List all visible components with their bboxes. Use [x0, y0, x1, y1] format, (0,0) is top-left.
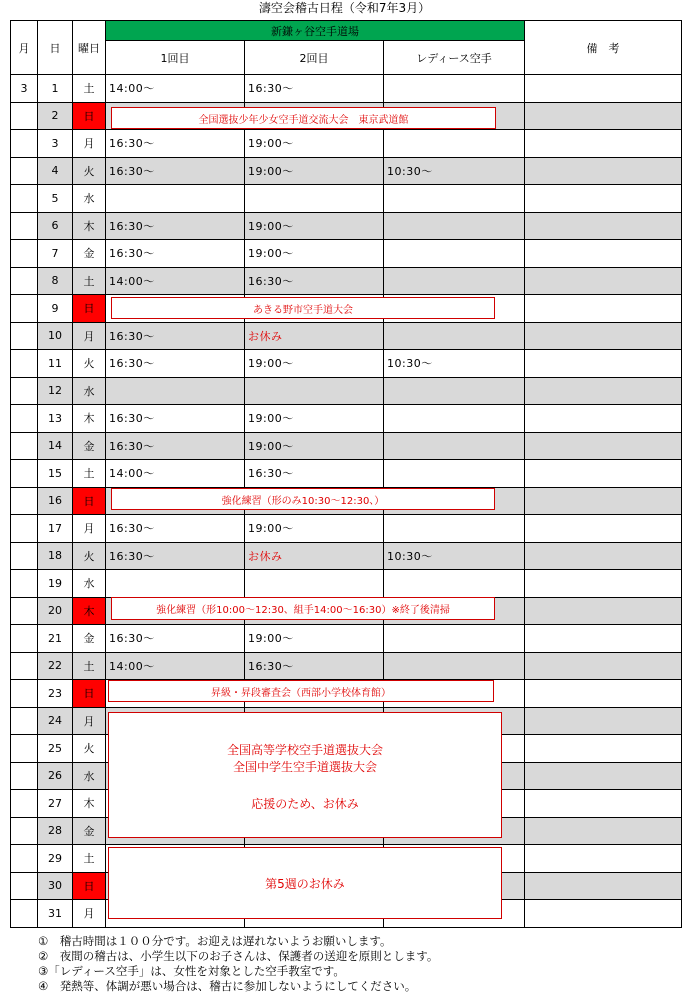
table-row: [11, 267, 682, 295]
cell-day: 31: [38, 900, 73, 928]
cell-weekday: 火: [73, 735, 106, 763]
cell-remarks: [525, 460, 682, 488]
cell-session1: 16:30～: [106, 542, 245, 570]
cell-ladies: [384, 130, 525, 158]
cell-session1: 14:00～: [106, 75, 245, 103]
cell-weekday: 水: [73, 762, 106, 790]
table-row: [11, 377, 682, 405]
cell-day: 29: [38, 845, 73, 873]
cell-remarks: [525, 75, 682, 103]
cell-remarks: [525, 900, 682, 928]
cell-weekday: 水: [73, 377, 106, 405]
cell-day: 23: [38, 680, 73, 708]
cell-month: [11, 405, 38, 433]
cell-session1: [106, 377, 245, 405]
cell-month: [11, 487, 38, 515]
cell-remarks: [525, 267, 682, 295]
cell-day: 20: [38, 597, 73, 625]
cell-session2: [245, 377, 384, 405]
cell-day: 14: [38, 432, 73, 460]
cell-remarks: [525, 515, 682, 543]
cell-month: [11, 295, 38, 323]
header-remarks: 備 考: [525, 21, 682, 75]
cell-session1: 16:30～: [106, 240, 245, 268]
cell-remarks: [525, 625, 682, 653]
cell-session1: 14:00～: [106, 460, 245, 488]
table-row: [11, 405, 682, 433]
cell-day: 2: [38, 102, 73, 130]
cell-day: 24: [38, 707, 73, 735]
cell-ladies: 10:30～: [384, 157, 525, 185]
page-title: 濤空会稽古日程（令和7年3月）: [258, 1, 431, 15]
cell-day: 4: [38, 157, 73, 185]
cell-weekday: 土: [73, 267, 106, 295]
table-row: [11, 185, 682, 213]
cell-day: 1: [38, 75, 73, 103]
header-day: 日: [38, 21, 73, 75]
cell-month: [11, 735, 38, 763]
cell-remarks: [525, 707, 682, 735]
table-row: [11, 432, 682, 460]
cell-session1: 16:30～: [106, 322, 245, 350]
table-row: [11, 460, 682, 488]
cell-day: 6: [38, 212, 73, 240]
cell-weekday: 金: [73, 432, 106, 460]
cell-day: 10: [38, 322, 73, 350]
cell-day: 25: [38, 735, 73, 763]
cell-ladies: [384, 432, 525, 460]
cell-session2: 16:30～: [245, 652, 384, 680]
event-day20: 強化練習（形10:00～12:30、組手14:00～16:30）※終了後清掃: [111, 597, 495, 620]
cell-month: [11, 377, 38, 405]
cell-weekday: 土: [73, 75, 106, 103]
table-row: [11, 350, 682, 378]
cell-session1: 16:30～: [106, 350, 245, 378]
table-row: [11, 130, 682, 158]
cell-session1: 16:30～: [106, 405, 245, 433]
cell-remarks: [525, 295, 682, 323]
cell-month: [11, 102, 38, 130]
cell-weekday: 日: [73, 872, 106, 900]
cell-day: 22: [38, 652, 73, 680]
header-session2: 2回目: [245, 41, 384, 75]
cell-session2: お休み: [245, 322, 384, 350]
cell-session1: 16:30～: [106, 625, 245, 653]
cell-month: [11, 460, 38, 488]
table-row: [11, 570, 682, 598]
header-weekday: 曜日: [73, 21, 106, 75]
cell-ladies: [384, 625, 525, 653]
cell-remarks: [525, 652, 682, 680]
cell-month: [11, 845, 38, 873]
cell-weekday: 金: [73, 625, 106, 653]
cell-session1: 14:00～: [106, 267, 245, 295]
cell-weekday: 日: [73, 295, 106, 323]
cell-day: 5: [38, 185, 73, 213]
cell-month: [11, 185, 38, 213]
cell-month: [11, 267, 38, 295]
cell-month: [11, 597, 38, 625]
cell-day: 9: [38, 295, 73, 323]
cell-weekday: 木: [73, 790, 106, 818]
cell-weekday: 木: [73, 597, 106, 625]
cell-weekday: 月: [73, 707, 106, 735]
table-row: [11, 157, 682, 185]
header-session1: 1回目: [106, 41, 245, 75]
cell-session2: 19:00～: [245, 130, 384, 158]
cell-remarks: [525, 240, 682, 268]
cell-weekday: 火: [73, 157, 106, 185]
cell-day: 7: [38, 240, 73, 268]
header-month: 月: [11, 21, 38, 75]
cell-remarks: [525, 487, 682, 515]
cell-session2: お休み: [245, 542, 384, 570]
cell-day: 17: [38, 515, 73, 543]
cell-weekday: 土: [73, 460, 106, 488]
cell-weekday: 金: [73, 240, 106, 268]
cell-day: 8: [38, 267, 73, 295]
event-day16: 強化練習（形のみ10:30～12:30、）: [111, 488, 495, 510]
event-day2: 全国選抜少年少女空手道交流大会 東京武道館: [111, 107, 496, 129]
cell-weekday: 水: [73, 185, 106, 213]
cell-weekday: 日: [73, 102, 106, 130]
cell-day: 16: [38, 487, 73, 515]
cell-day: 27: [38, 790, 73, 818]
cell-remarks: [525, 762, 682, 790]
cell-session2: 19:00～: [245, 625, 384, 653]
cell-ladies: 10:30～: [384, 350, 525, 378]
cell-day: 13: [38, 405, 73, 433]
cell-month: [11, 707, 38, 735]
cell-remarks: [525, 817, 682, 845]
cell-session2: 19:00～: [245, 157, 384, 185]
header-venue: 新鎌ヶ谷空手道場: [106, 21, 525, 41]
cell-session1: [106, 570, 245, 598]
cell-session2: 19:00～: [245, 405, 384, 433]
cell-weekday: 月: [73, 900, 106, 928]
event-block-fifth-week: 第5週のお休み: [108, 847, 502, 919]
cell-session1: 16:30～: [106, 432, 245, 460]
cell-remarks: [525, 377, 682, 405]
cell-month: [11, 652, 38, 680]
cell-remarks: [525, 322, 682, 350]
cell-month: [11, 130, 38, 158]
cell-ladies: [384, 75, 525, 103]
cell-remarks: [525, 102, 682, 130]
cell-weekday: 日: [73, 487, 106, 515]
cell-weekday: 木: [73, 405, 106, 433]
table-row: [11, 625, 682, 653]
cell-session2: 19:00～: [245, 515, 384, 543]
cell-session1: 16:30～: [106, 212, 245, 240]
cell-month: [11, 625, 38, 653]
block-line1: 全国高等学校空手道選抜大会: [226, 743, 383, 757]
cell-day: 28: [38, 817, 73, 845]
cell-weekday: 土: [73, 652, 106, 680]
cell-weekday: 火: [73, 542, 106, 570]
cell-month: [11, 432, 38, 460]
cell-remarks: [525, 570, 682, 598]
note-4: ④ 発熱等、体調が悪い場合は、稽古に参加しないようにしてください。: [38, 979, 417, 993]
table-row: [11, 75, 682, 103]
event-day23: 昇級・昇段審査会（西部小学校体育館）: [108, 680, 494, 702]
cell-day: 26: [38, 762, 73, 790]
cell-day: 3: [38, 130, 73, 158]
cell-session2: 16:30～: [245, 75, 384, 103]
cell-day: 21: [38, 625, 73, 653]
notes-section: [38, 934, 438, 994]
note-1: ① 稽古時間は１００分です。お迎えは遅れないようお願いします。: [38, 934, 392, 948]
header-ladies: レディース空手: [384, 41, 525, 75]
cell-remarks: [525, 790, 682, 818]
cell-ladies: [384, 377, 525, 405]
cell-ladies: [384, 405, 525, 433]
cell-day: 12: [38, 377, 73, 405]
cell-ladies: [384, 460, 525, 488]
cell-day: 19: [38, 570, 73, 598]
table-row: [11, 240, 682, 268]
cell-ladies: [384, 652, 525, 680]
cell-month: [11, 515, 38, 543]
cell-ladies: [384, 185, 525, 213]
event-day9: あきる野市空手道大会: [111, 297, 495, 319]
cell-weekday: 月: [73, 515, 106, 543]
cell-remarks: [525, 432, 682, 460]
cell-session1: 16:30～: [106, 130, 245, 158]
table-row: [11, 322, 682, 350]
cell-day: 11: [38, 350, 73, 378]
table-row: [11, 652, 682, 680]
cell-month: [11, 157, 38, 185]
cell-month: [11, 900, 38, 928]
cell-weekday: 火: [73, 350, 106, 378]
cell-month: [11, 240, 38, 268]
cell-month: [11, 542, 38, 570]
cell-ladies: [384, 515, 525, 543]
cell-session2: 19:00～: [245, 432, 384, 460]
table-row: [11, 212, 682, 240]
cell-remarks: [525, 212, 682, 240]
event-block-tournaments: [108, 712, 502, 838]
cell-ladies: [384, 240, 525, 268]
cell-session1: 14:00～: [106, 652, 245, 680]
cell-month: [11, 872, 38, 900]
cell-remarks: [525, 597, 682, 625]
table-row: [11, 515, 682, 543]
cell-weekday: 木: [73, 212, 106, 240]
cell-weekday: 水: [73, 570, 106, 598]
cell-session1: 16:30～: [106, 515, 245, 543]
cell-weekday: 月: [73, 322, 106, 350]
cell-month: [11, 790, 38, 818]
cell-session2: 16:30～: [245, 267, 384, 295]
cell-weekday: 金: [73, 817, 106, 845]
cell-month: [11, 680, 38, 708]
table-row: [11, 542, 682, 570]
cell-day: 30: [38, 872, 73, 900]
note-2: ② 夜間の稽古は、小学生以下のお子さんは、保護者の送迎を原則とします。: [38, 949, 439, 963]
cell-session2: [245, 570, 384, 598]
cell-remarks: [525, 185, 682, 213]
cell-session1: 16:30～: [106, 157, 245, 185]
cell-weekday: 日: [73, 680, 106, 708]
cell-month: [11, 350, 38, 378]
cell-session2: 19:00～: [245, 240, 384, 268]
cell-ladies: [384, 212, 525, 240]
block-line3: 応援のため、お休み: [251, 797, 359, 811]
cell-ladies: [384, 570, 525, 598]
cell-session2: 19:00～: [245, 212, 384, 240]
cell-remarks: [525, 350, 682, 378]
cell-weekday: 月: [73, 130, 106, 158]
cell-session2: 19:00～: [245, 350, 384, 378]
cell-session2: 16:30～: [245, 460, 384, 488]
cell-month: [11, 817, 38, 845]
cell-day: 18: [38, 542, 73, 570]
cell-month: [11, 212, 38, 240]
cell-month: [11, 762, 38, 790]
cell-remarks: [525, 735, 682, 763]
cell-ladies: [384, 267, 525, 295]
cell-month: 3: [11, 75, 38, 103]
cell-session1: [106, 185, 245, 213]
cell-remarks: [525, 542, 682, 570]
cell-remarks: [525, 680, 682, 708]
cell-remarks: [525, 845, 682, 873]
block-line2: 全国中学生空手道選抜大会: [232, 760, 377, 774]
cell-day: 15: [38, 460, 73, 488]
cell-session2: [245, 185, 384, 213]
cell-ladies: [384, 322, 525, 350]
cell-remarks: [525, 872, 682, 900]
cell-month: [11, 570, 38, 598]
cell-ladies: 10:30～: [384, 542, 525, 570]
cell-weekday: 土: [73, 845, 106, 873]
note-3: ③「レディース空手」は、女性を対象とした空手教室です。: [38, 964, 345, 978]
cell-remarks: [525, 405, 682, 433]
cell-remarks: [525, 130, 682, 158]
cell-remarks: [525, 157, 682, 185]
cell-month: [11, 322, 38, 350]
